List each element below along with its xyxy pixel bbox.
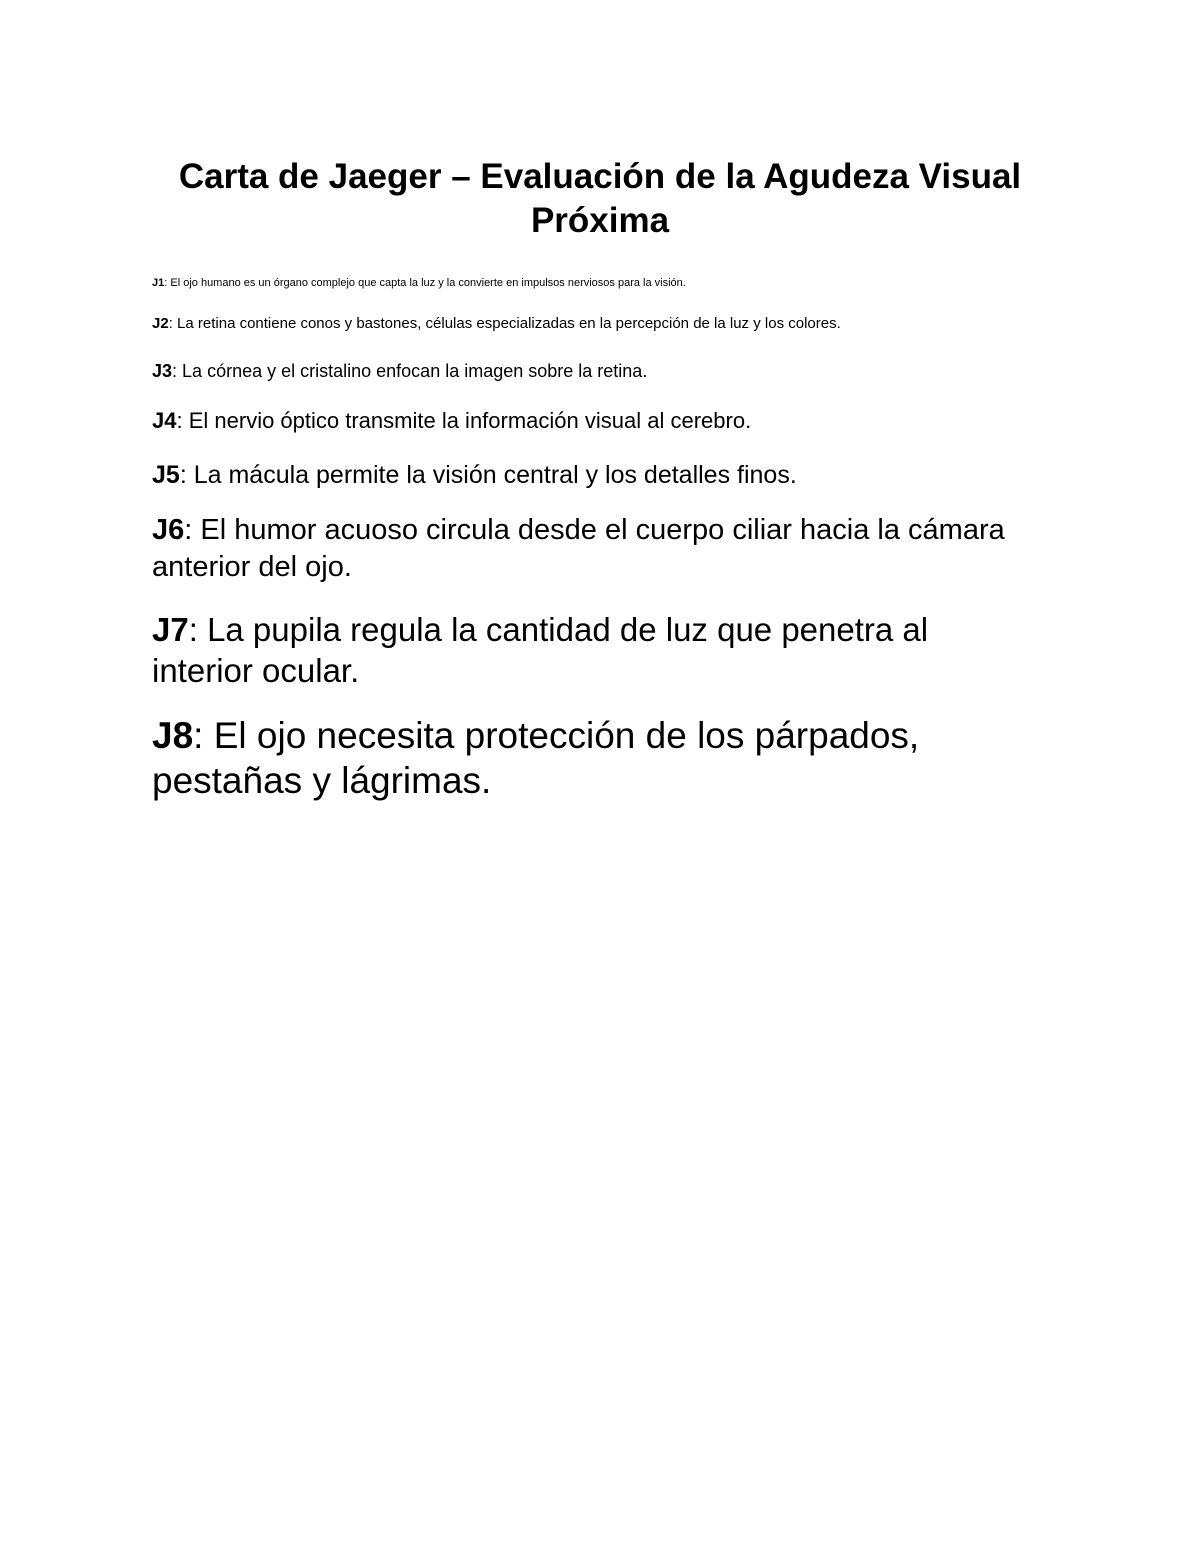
jaeger-text: El ojo humano es un órgano complejo que capta la luz y la convierte en impulsos nerviosos para la visión.: [170, 277, 686, 289]
jaeger-line-j4: [152, 407, 751, 435]
jaeger-text: El humor acuoso circula desde el cuerpo ciliar hacia la cámara anterior del ojo.: [152, 514, 1005, 583]
jaeger-separator: :: [193, 715, 214, 756]
jaeger-separator: :: [168, 315, 178, 332]
jaeger-line-j5: [152, 459, 797, 491]
jaeger-code: J1: [152, 277, 165, 289]
jaeger-text: La retina contiene conos y bastones, células especializadas en la percepción de la luz y los colores.: [177, 315, 841, 332]
jaeger-code: J2: [152, 315, 169, 332]
page-title: Carta de Jaeger – Evaluación de la Agudeza Visual Próxima: [178, 157, 1022, 240]
jaeger-code: J5: [152, 461, 180, 489]
jaeger-line-j7: [152, 609, 1032, 691]
jaeger-separator: :: [179, 461, 194, 489]
jaeger-text: El nervio óptico transmite la información visual al cerebro.: [188, 408, 752, 433]
jaeger-text: La pupila regula la cantidad de luz que penetra al interior ocular.: [152, 611, 929, 689]
jaeger-code: J6: [152, 514, 185, 546]
jaeger-code: J7: [152, 611, 189, 648]
jaeger-text: La córnea y el cristalino enfocan la imagen sobre la retina.: [182, 361, 648, 381]
jaeger-separator: :: [184, 514, 201, 546]
jaeger-line-j1: [152, 276, 686, 290]
jaeger-line-j2: [152, 314, 841, 334]
jaeger-text: El ojo necesita protección de los párpados, pestañas y lágrimas.: [152, 715, 920, 801]
jaeger-separator: :: [164, 277, 171, 289]
jaeger-line-j6: [152, 512, 1032, 586]
jaeger-code: J3: [152, 361, 173, 381]
jaeger-code: J4: [152, 408, 177, 433]
jaeger-line-j8: [152, 713, 1052, 803]
jaeger-text: La mácula permite la visión central y los detalles finos.: [193, 461, 797, 489]
jaeger-separator: :: [176, 408, 189, 433]
jaeger-separator: :: [172, 361, 183, 381]
jaeger-line-j3: [152, 360, 647, 383]
jaeger-code: J8: [152, 715, 194, 756]
jaeger-separator: :: [188, 611, 208, 648]
